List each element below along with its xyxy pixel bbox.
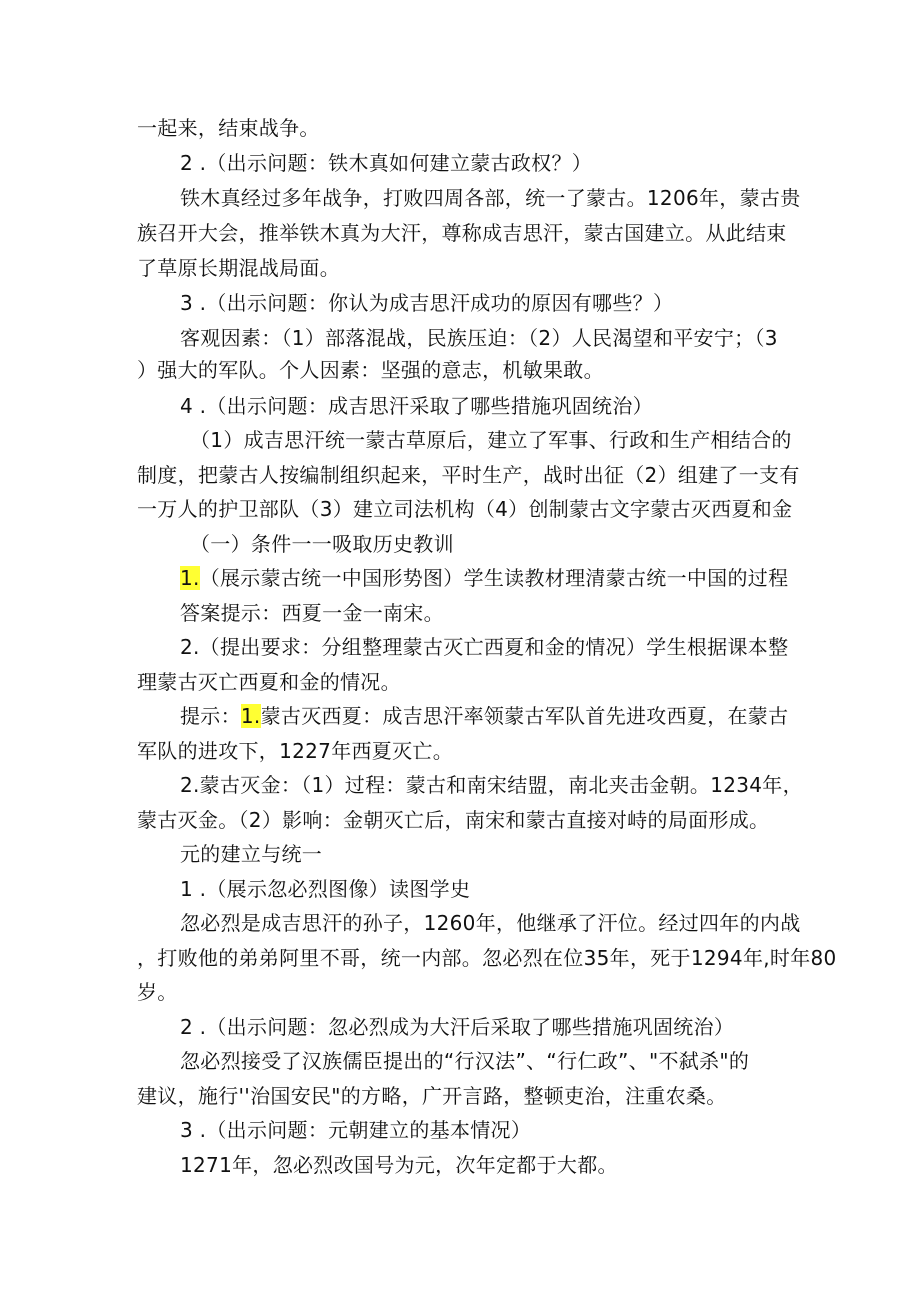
text-line: 制度，把蒙古人按编制组织起来，平时生产，战时出征（2）组建了一支有 [137, 463, 800, 487]
text-line: 3 .（出示问题：你认为成吉思汗成功的原因有哪些？） [180, 291, 674, 315]
text-line: 客观因素：（1）部落混战，民族压迫：（2）人民渴望和平安宁；（3 [180, 326, 778, 350]
text-line [180, 565, 788, 591]
text-segment: （展示蒙古统一中国形势图）学生读教材理清蒙古统一中国的过程 [199, 566, 789, 590]
text-line: 2.（提出要求：分组整理蒙古灭亡西夏和金的情况）学生根据课本整 [180, 635, 789, 659]
text-line: 忽必烈是成吉思汗的孙子，1260年，他继承了汗位。经过四年的内战 [180, 911, 801, 935]
section-heading: 元的建立与统一 [180, 842, 323, 866]
text-line: 了草原长期混战局面。 [137, 256, 340, 280]
text-line: 3 .（出示问题：元朝建立的基本情况） [180, 1118, 532, 1142]
text-line: 2 .（出示问题：铁木真如何建立蒙古政权？） [180, 151, 593, 175]
text-segment: 蒙古灭西夏：成吉思汗率领蒙古军队首先进攻西夏，在蒙古 [260, 704, 789, 728]
text-line: ）强大的军队。个人因素：坚强的意志，机敏果敢。 [137, 358, 604, 382]
text-line [180, 703, 788, 729]
text-line: 蒙古灭金。（2）影响：金朝灭亡后，南宋和蒙古直接对峙的局面形成。 [137, 808, 770, 832]
text-line: （1）成吉思汗统一蒙古草原后，建立了军事、行政和生产相结合的 [190, 428, 792, 452]
text-line: 军队的进攻下，1227年西夏灭亡。 [137, 739, 453, 763]
text-line: 1271年，忽必烈改国号为元，次年定都于大都。 [180, 1153, 618, 1177]
section-heading: （一）条件一一吸取历史教训 [190, 532, 454, 556]
text-line: 答案提示：西夏一金一南宋。 [180, 601, 444, 625]
text-line: 理蒙古灭亡西夏和金的情况。 [137, 670, 401, 694]
text-line: 2 .（出示问题：忽必烈成为大汗后采取了哪些措施巩固统治） [180, 1015, 735, 1039]
highlighted-number: 1. [240, 704, 261, 728]
highlighted-number: 1. [180, 566, 200, 590]
hint-label: 提示： [180, 704, 241, 728]
text-line: 2.蒙古灭金：（1）过程：蒙古和南宋结盟，南北夹击金朝。1234年， [180, 773, 803, 797]
text-line: 4 .（出示问题：成吉思汗采取了哪些措施巩固统治） [180, 394, 653, 418]
text-line: 建议，施行''治国安民"的方略，广开言路，整顿吏治，注重农桑。 [137, 1084, 727, 1108]
text-line: 铁木真经过多年战争，打败四周各部，统一了蒙古。1206年，蒙古贵 [180, 186, 801, 210]
text-line: 一起来，结束战争。 [137, 116, 320, 140]
text-line: 族召开大会，推举铁木真为大汗，尊称成吉思汗，蒙古国建立。从此结束 [137, 221, 787, 245]
text-line: ，打败他的弟弟阿里不哥，统一内部。忽必烈在位35年，死于1294年,时年80 [137, 946, 837, 970]
text-line: 忽必烈接受了汉族儒臣提出的“行汉法”、“行仁政”、"不弑杀"的 [180, 1049, 750, 1073]
text-line: 岁。 [137, 980, 178, 1004]
text-line: 1 .（展示忽必烈图像）读图学史 [180, 877, 471, 901]
text-line: 一万人的护卫部队（3）建立司法机构（4）创制蒙古文字蒙古灭西夏和金 [137, 497, 793, 521]
